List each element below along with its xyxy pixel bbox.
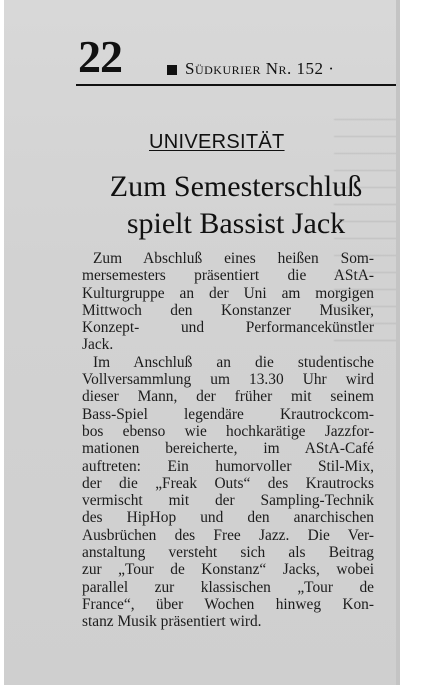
- text-line: France“, über Wochen hinweg Kon-: [82, 595, 374, 613]
- text-line: zur „Tour de Konstanz“ Jacks, wobei: [82, 561, 374, 579]
- text-line: Zum Abschluß eines heißen Som-: [93, 250, 374, 267]
- text-line: Konzept- und Performancekünstler: [82, 319, 374, 337]
- page-number: 22: [78, 31, 122, 82]
- headline-line: Zum Semesterschluß: [109, 170, 363, 203]
- newspaper-clipping: [4, 0, 400, 685]
- text-line: Im Anschluß an die studentische: [93, 353, 374, 371]
- text-line: Jack.: [82, 336, 114, 354]
- article-body: [82, 250, 374, 631]
- text-line: des HipHop und den anarchischen: [82, 509, 374, 527]
- headline-line: spielt Bassist Jack: [126, 207, 346, 240]
- text-line: mationen bereicherte, im AStA-Café: [82, 440, 374, 458]
- newspaper-masthead: Südkurier Nr. 152 ·: [185, 59, 335, 78]
- text-line: Ausbrüchen des Free Jazz. Die Ver-: [82, 526, 374, 544]
- text-line: auftreten: Ein humorvoller Stil-Mix,: [82, 457, 374, 475]
- square-bullet-icon: [167, 65, 177, 75]
- article-paragraph: [82, 250, 374, 354]
- text-line: Kulturgruppe an der Uni am morgigen: [82, 284, 374, 302]
- section-title: UNIVERSITÄT: [149, 131, 285, 153]
- page-header: [76, 28, 400, 88]
- text-line: Bass-Spiel legendäre Krautrockcom-: [82, 405, 374, 423]
- text-line: dieser Mann, der früher mit seinem: [82, 388, 374, 406]
- article-paragraph: [82, 354, 374, 631]
- text-line: der die „Freak Outs“ des Krautrocks: [82, 474, 374, 492]
- headline: [78, 168, 394, 242]
- text-line: bos ebenso wie hochkarätige Jazzfor-: [82, 422, 374, 440]
- text-line: Mittwoch den Konstanzer Musiker,: [82, 301, 374, 319]
- header-rule: [76, 84, 400, 86]
- clipping-edge: [396, 0, 400, 685]
- text-line: mersemesters präsentiert die AStA-: [82, 267, 374, 285]
- text-line: stanz Musik präsentiert wird.: [82, 613, 262, 631]
- text-line: vermischt mit der Sampling-Technik: [82, 492, 374, 510]
- text-line: Vollversammlung um 13.30 Uhr wird: [82, 371, 374, 389]
- text-line: parallel zur klassischen „Tour de: [82, 578, 374, 596]
- text-line: anstaltung versteht sich als Beitrag: [82, 544, 374, 562]
